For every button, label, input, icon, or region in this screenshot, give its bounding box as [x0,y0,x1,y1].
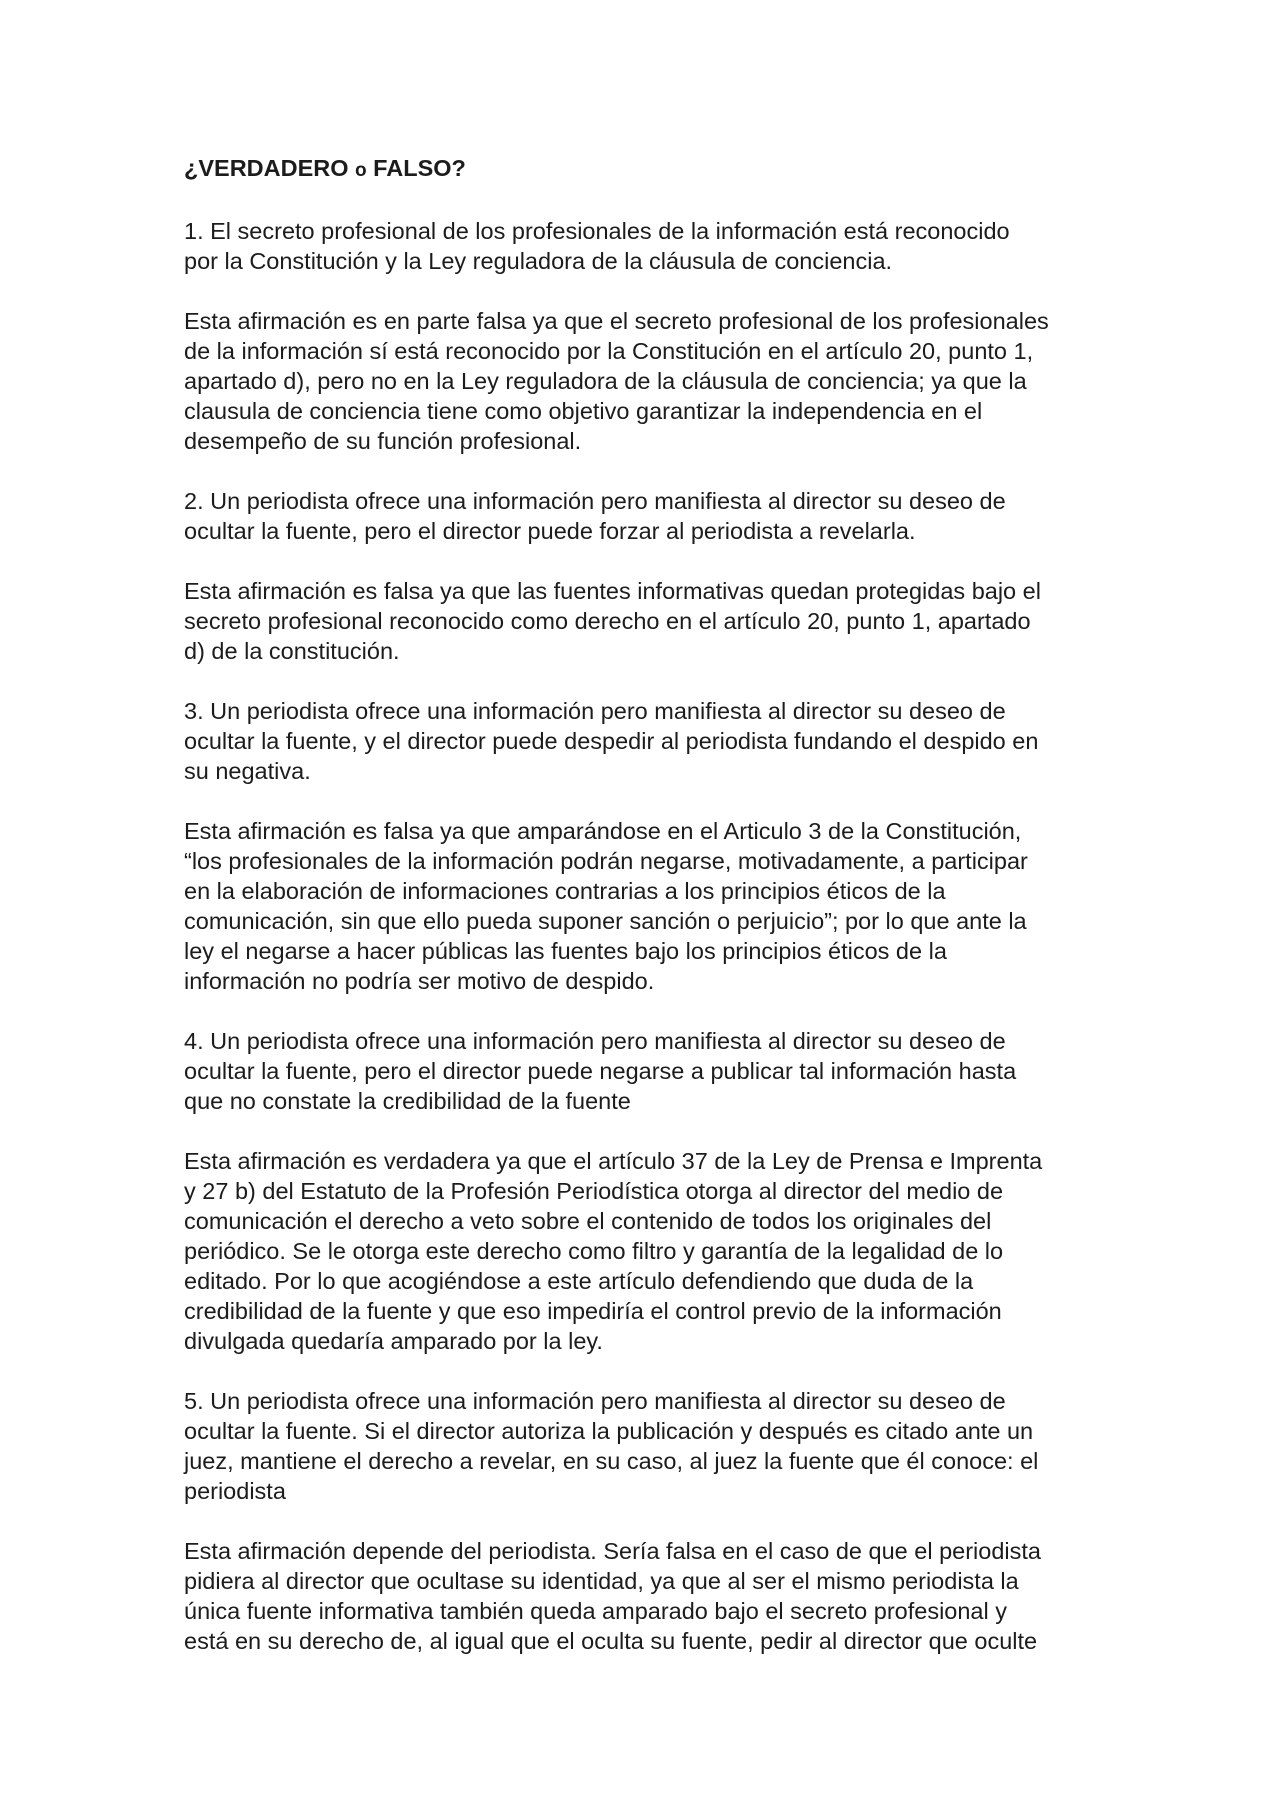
paragraph-line: juez, mantiene el derecho a revelar, en su caso, al juez la fuente que él conoce: el [184,1448,1039,1474]
paragraph [184,306,1114,456]
paragraph-line: ocultar la fuente, y el director puede despedir al periodista fundando el despido en [184,728,1039,754]
paragraph-line: está en su derecho de, al igual que el oculta su fuente, pedir al director que oculte [184,1628,1038,1654]
title-text-1: ¿VERDADERO [184,155,356,181]
paragraph-line: de la información sí está reconocido por la Constitución en el artículo 20, punto 1, [184,338,1034,364]
paragraph-line: ley el negarse a hacer públicas las fuentes bajo los principios éticos de la [184,938,947,964]
paragraph-line: Esta afirmación depende del periodista. Sería falsa en el caso de que el periodista [184,1538,1041,1564]
paragraph [184,216,1114,276]
paragraph-line: clausula de conciencia tiene como objetivo garantizar la independencia en el [184,398,983,424]
document-paragraphs [184,216,1114,1656]
paragraph-line: en la elaboración de informaciones contrarias a los principios éticos de la [184,878,946,904]
paragraph-line: Esta afirmación es falsa ya que amparándose en el Articulo 3 de la Constitución, [184,818,1022,844]
paragraph-line: 4. Un periodista ofrece una información pero manifiesta al director su deseo de [184,1028,1006,1054]
paragraph-line: divulgada quedaría amparado por la ley. [184,1328,603,1354]
paragraph-line: editado. Por lo que acogiéndose a este artículo defendiendo que duda de la [184,1268,974,1294]
paragraph [184,576,1114,666]
paragraph-line: Esta afirmación es verdadera ya que el artículo 37 de la Ley de Prensa e Imprenta [184,1148,1043,1174]
paragraph-line: su negativa. [184,758,311,784]
paragraph-line: 2. Un periodista ofrece una información pero manifiesta al director su deseo de [184,488,1006,514]
paragraph-line: 3. Un periodista ofrece una información pero manifiesta al director su deseo de [184,698,1006,724]
paragraph-line: Esta afirmación es falsa ya que las fuentes informativas quedan protegidas bajo el [184,578,1041,604]
paragraph-line: comunicación el derecho a veto sobre el contenido de todos los originales del [184,1208,992,1234]
paragraph-line: pidiera al director que ocultase su identidad, ya que al ser el mismo periodista la [184,1568,1019,1594]
paragraph-line: que no constate la credibilidad de la fuente [184,1088,631,1114]
paragraph-line: “los profesionales de la información podrán negarse, motivadamente, a participar [184,848,1028,874]
paragraph-line: ocultar la fuente. Si el director autoriza la publicación y después es citado ante un [184,1418,1034,1444]
document-title [184,153,1114,186]
paragraph-line: 1. El secreto profesional de los profesionales de la información está reconocido [184,218,1010,244]
paragraph-line: periodista [184,1478,286,1504]
paragraph [184,1386,1114,1506]
paragraph-line: Esta afirmación es en parte falsa ya que el secreto profesional de los profesionales [184,308,1049,334]
paragraph-line: 5. Un periodista ofrece una información pero manifiesta al director su deseo de [184,1388,1006,1414]
paragraph-line: desempeño de su función profesional. [184,428,582,454]
paragraph [184,1536,1114,1656]
paragraph-line: por la Constitución y la Ley reguladora de la cláusula de conciencia. [184,248,893,274]
paragraph-line: información no podría ser motivo de despido. [184,968,655,994]
paragraph-line: ocultar la fuente, pero el director puede negarse a publicar tal información hasta [184,1058,1017,1084]
paragraph [184,816,1114,996]
document-body [184,153,1114,1686]
paragraph-line: d) de la constitución. [184,638,400,664]
paragraph-line: apartado d), pero no en la Ley reguladora de la cláusula de conciencia; ya que la [184,368,1027,394]
title-text-2: o [355,160,367,181]
paragraph-line: periódico. Se le otorga este derecho como filtro y garantía de la legalidad de lo [184,1238,1004,1264]
paragraph-line: credibilidad de la fuente y que eso impediría el control previo de la información [184,1298,1002,1324]
paragraph [184,696,1114,786]
title-text-3: FALSO? [366,155,466,181]
paragraph-line: ocultar la fuente, pero el director puede forzar al periodista a revelarla. [184,518,916,544]
paragraph-line: comunicación, sin que ello pueda suponer sanción o perjuicio”; por lo que ante la [184,908,1027,934]
paragraph-line: única fuente informativa también queda amparado bajo el secreto profesional y [184,1598,1008,1624]
paragraph [184,486,1114,546]
paragraph [184,1026,1114,1116]
paragraph-line: secreto profesional reconocido como derecho en el artículo 20, punto 1, apartado [184,608,1031,634]
paragraph [184,1146,1114,1356]
paragraph-line: y 27 b) del Estatuto de la Profesión Periodística otorga al director del medio de [184,1178,1004,1204]
